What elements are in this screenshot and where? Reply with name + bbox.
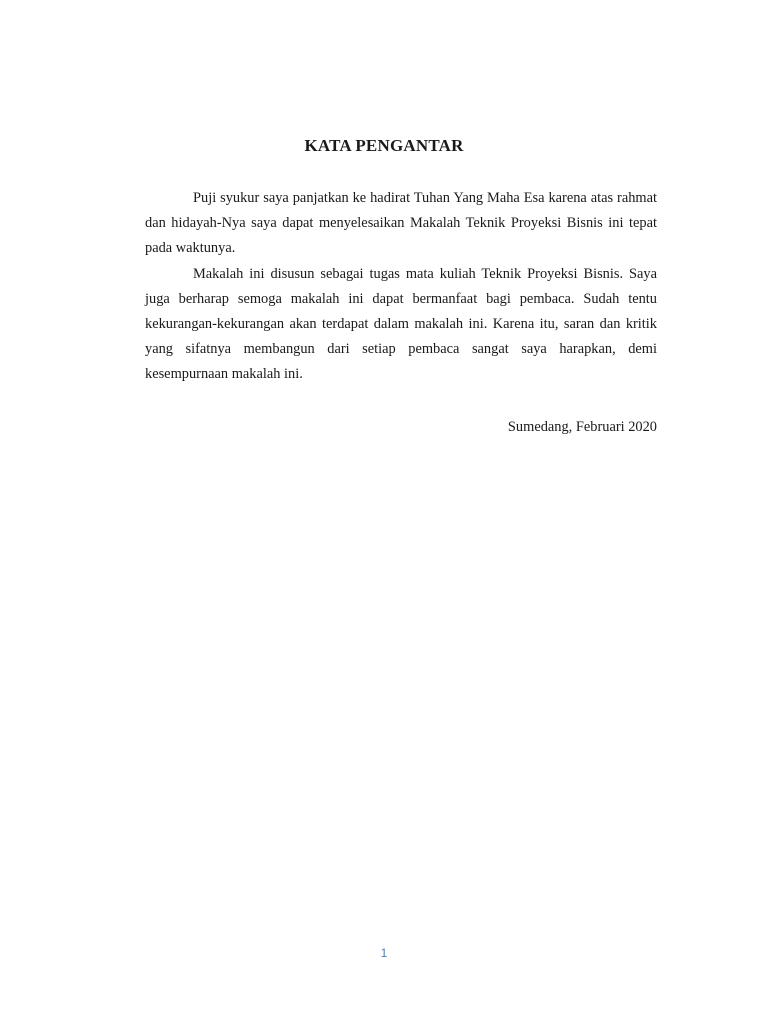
page-number: 1 xyxy=(380,946,388,960)
page-title: KATA PENGANTAR xyxy=(304,136,464,155)
signature-place-date: Sumedang, Februari 2020 xyxy=(507,419,657,435)
paragraph-1: Puji syukur saya panjatkan ke hadirat Tuhan Yang Maha Esa karena atas rahmat dan hidayah-Nya saya dapat menyelesaikan Makalah Teknik Proyeksi Bisnis ini tepat pada waktunya. xyxy=(145,190,657,257)
document-body xyxy=(145,186,657,388)
paragraph-2: Makalah ini disusun sebagai tugas mata kuliah Teknik Proyeksi Bisnis. Saya juga berharap semoga makalah ini dapat bermanfaat bagi pembaca. Sudah tentu kekurangan-kekurangan akan terdapat dalam makalah ini. Karena itu, saran dan kritik yang sifatnya membangun dari setiap pembaca sangat saya harapkan, demi kesempurnaan makalah ini. xyxy=(145,265,657,383)
